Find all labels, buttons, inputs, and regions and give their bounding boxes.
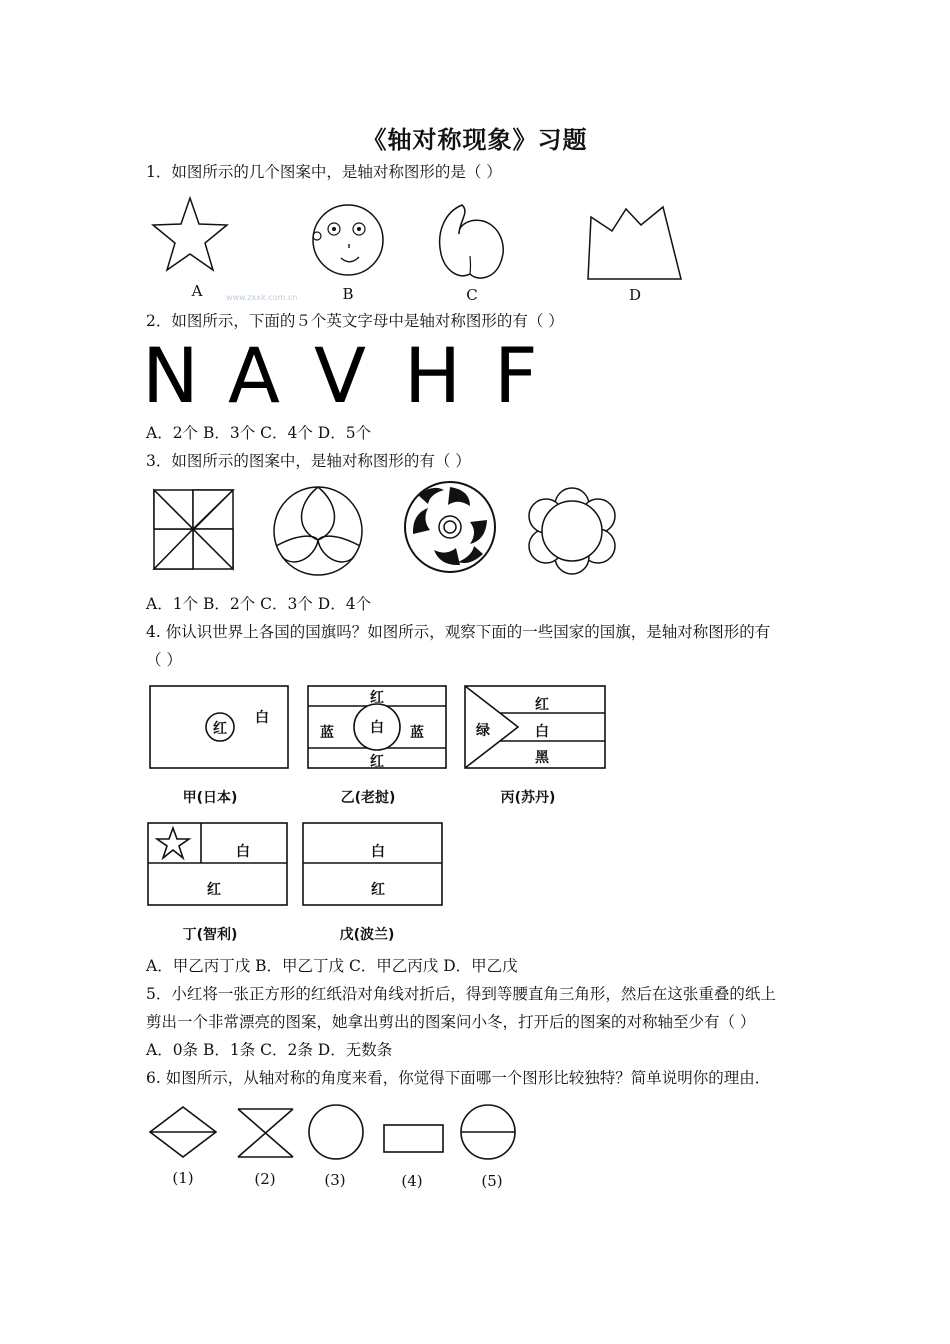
flag-caption-japan: 甲(日本) (182, 790, 238, 806)
question-4-options: A．甲乙丙丁戊 B．甲乙丁戊 C．甲乙丙戊 D．甲乙戊 (146, 957, 518, 975)
question-5-line-1: 5．小红将一张正方形的红纸沿对角线对折后，得到等腰直角三角形，然后在这张重叠的纸上 (146, 985, 776, 1003)
letter-h: H (404, 331, 462, 420)
laos-right-label: 蓝 (410, 725, 424, 741)
poland-top-label: 白 (371, 844, 385, 860)
question-5-line-2: 剪出一个非常漂亮的图案，她拿出剪出的图案问小冬，打开后的图案的对称轴至少有（ ） (146, 1013, 756, 1031)
laos-top-label: 红 (370, 690, 384, 706)
q1-label-a: A (191, 282, 203, 300)
question-2-options: A．2个 B．3个 C．4个 D．5个 (146, 424, 372, 442)
sudan-stripe-3-label: 黑 (535, 750, 549, 766)
q1-label-b: B (342, 285, 354, 303)
poland-bottom-label: 红 (371, 882, 385, 898)
circle-with-diameter-figure (461, 1105, 515, 1159)
rhombus-figure (150, 1107, 216, 1157)
laos-left-label: 蓝 (320, 725, 334, 741)
japan-field-label: 白 (255, 710, 269, 726)
q1-label-c: C (466, 286, 478, 304)
japan-circle-label: 红 (213, 721, 227, 737)
q6-label-2: (2) (254, 1170, 276, 1188)
q6-label-1: (1) (172, 1169, 194, 1187)
question-6-text: 6. 如图所示，从轴对称的角度来看，你觉得下面哪一个图形比较独特？简单说明你的理由． (146, 1069, 771, 1087)
chile-bottom-label: 红 (207, 882, 221, 898)
circle-figure (309, 1105, 363, 1159)
question-3-text: 3．如图所示的图案中，是轴对称图形的有（ ） (146, 452, 471, 470)
rectangle-figure (384, 1125, 443, 1152)
letter-a: A (228, 331, 280, 420)
flag-caption-laos: 乙(老挝) (340, 790, 396, 806)
question-1-text: 1．如图所示的几个图案中，是轴对称图形的是（ ） (146, 163, 502, 181)
letter-v: V (314, 331, 366, 420)
question-4-text-2: （ ） (146, 651, 182, 669)
q6-label-5: (5) (481, 1172, 503, 1190)
flag-caption-sudan: 丙(苏丹) (500, 790, 556, 806)
page-title: 《轴对称现象》习题 (362, 125, 588, 154)
sudan-stripe-1-label: 红 (535, 697, 549, 713)
question-2-text: 2．如图所示，下面的５个英文字母中是轴对称图形的有（ ） (146, 312, 564, 330)
laos-center-label: 白 (370, 720, 384, 736)
hourglass-figure (238, 1109, 293, 1157)
letter-n: N (142, 331, 199, 420)
chile-top-label: 白 (236, 844, 250, 860)
flag-caption-poland: 戊(波兰) (339, 927, 395, 943)
laos-bottom-label: 红 (370, 754, 384, 770)
watermark: www.zxxk.com.cn (226, 293, 298, 302)
question-5-options: A．0条 B．1条 C．2条 D．无数条 (146, 1041, 393, 1059)
q1-label-d: D (628, 286, 642, 304)
question-3-options: A．1个 B．2个 C．3个 D．4个 (146, 595, 372, 613)
question-4-text: 4. 你认识世界上各国的国旗吗？如图所示，观察下面的一些国家的国旗，是轴对称图形的有 (146, 623, 771, 641)
q6-label-3: (3) (324, 1171, 346, 1189)
sudan-stripe-2-label: 白 (535, 724, 549, 740)
q6-label-4: (4) (401, 1172, 423, 1190)
sudan-triangle-label: 绿 (476, 723, 490, 739)
letter-f: F (494, 331, 538, 420)
flag-caption-chile: 丁(智利) (182, 927, 238, 943)
